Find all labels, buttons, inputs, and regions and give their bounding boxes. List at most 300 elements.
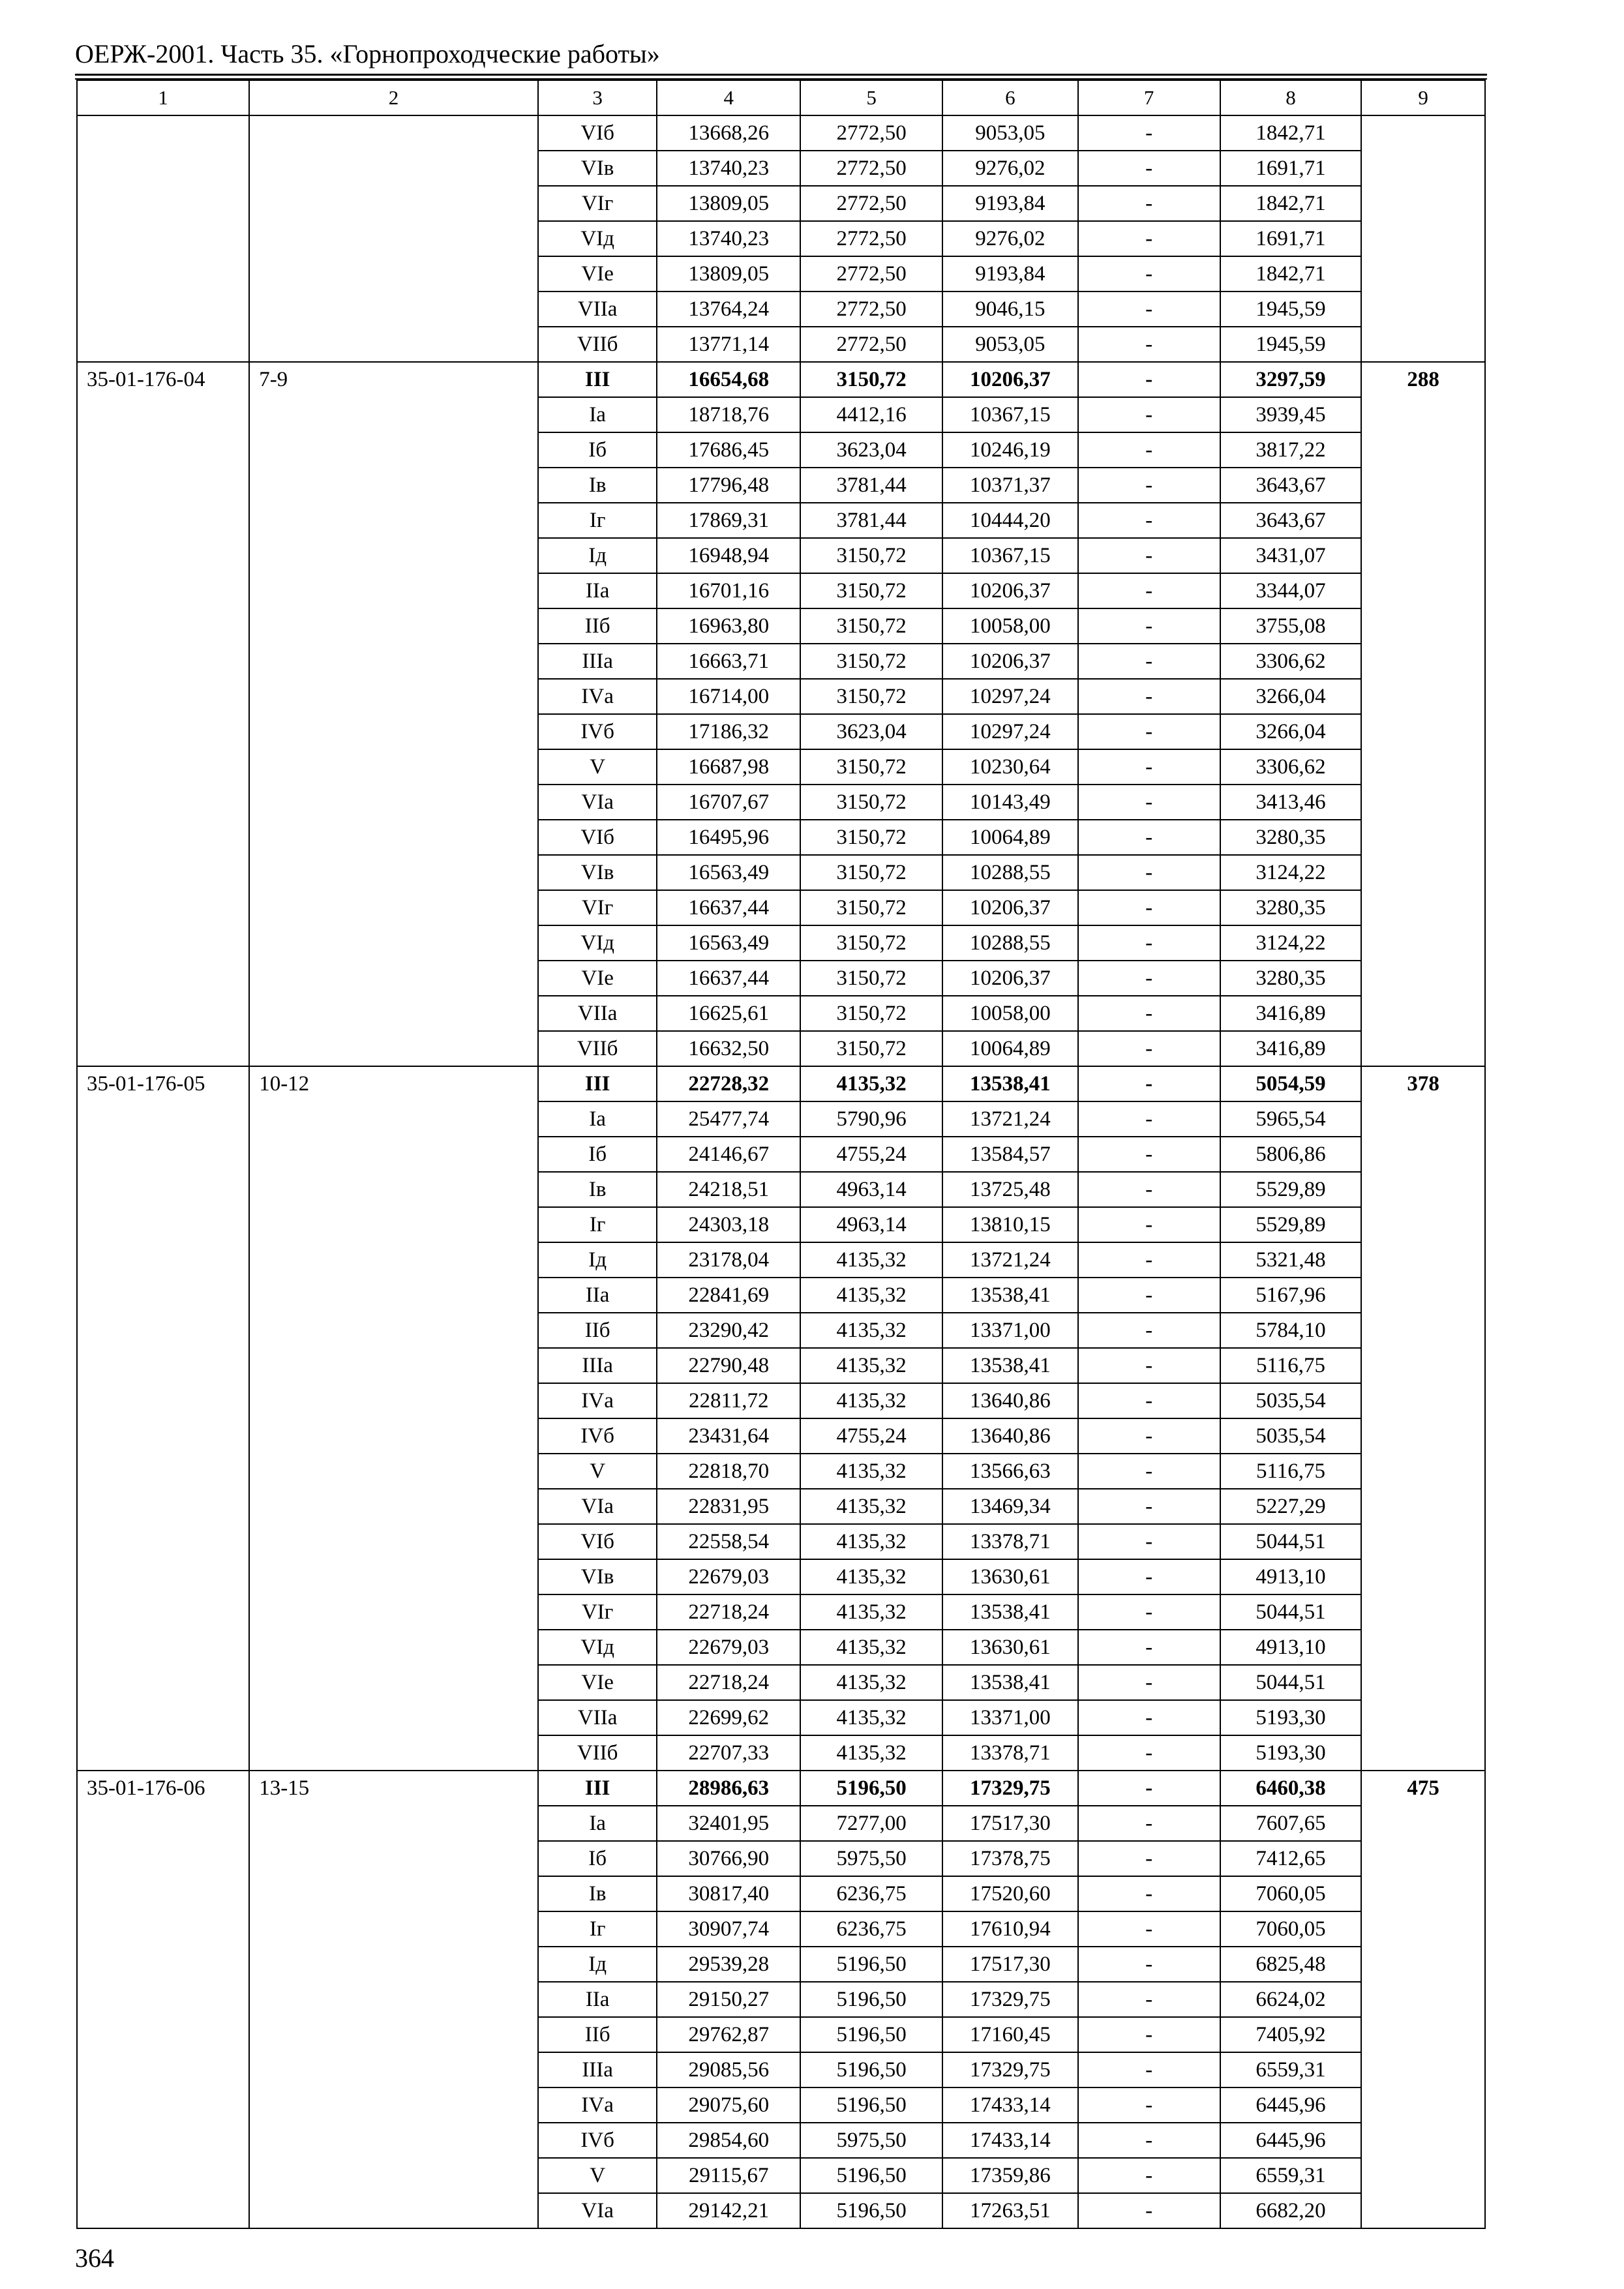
category-cell: IIIа: [538, 1348, 657, 1383]
total-cost-cell: 22811,72: [657, 1383, 800, 1418]
driver-wages-cell: -: [1078, 432, 1220, 468]
materials-cell: 5227,29: [1220, 1489, 1362, 1524]
category-cell: Iб: [538, 1137, 657, 1172]
machines-cell: 10288,55: [942, 925, 1078, 961]
driver-wages-cell: -: [1078, 538, 1220, 573]
category-cell: VIг: [538, 186, 657, 221]
category-cell: IIа: [538, 573, 657, 608]
machines-cell: 17329,75: [942, 2052, 1078, 2087]
table-body: [77, 115, 1485, 2228]
machines-cell: 13469,34: [942, 1489, 1078, 1524]
machines-cell: 10297,24: [942, 679, 1078, 714]
wages-cell: 3150,72: [800, 961, 942, 996]
wages-cell: 3623,04: [800, 432, 942, 468]
wages-cell: 3150,72: [800, 1031, 942, 1066]
category-cell: Iд: [538, 1947, 657, 1982]
total-cost-cell: 22728,32: [657, 1066, 800, 1101]
wages-cell: 4135,32: [800, 1665, 942, 1700]
wages-cell: 2772,50: [800, 221, 942, 256]
total-cost-cell: 24303,18: [657, 1207, 800, 1242]
driver-wages-cell: -: [1078, 503, 1220, 538]
category-cell: VIIб: [538, 1735, 657, 1771]
machines-cell: 9276,02: [942, 151, 1078, 186]
wages-cell: 3150,72: [800, 820, 942, 855]
driver-wages-cell: -: [1078, 961, 1220, 996]
machines-cell: 10143,49: [942, 785, 1078, 820]
materials-cell: 3266,04: [1220, 714, 1362, 749]
category-cell: IVа: [538, 1383, 657, 1418]
labor-cost-cell: 288: [1361, 362, 1485, 1066]
machines-cell: 10371,37: [942, 468, 1078, 503]
driver-wages-cell: -: [1078, 644, 1220, 679]
category-cell: VIIб: [538, 1031, 657, 1066]
wages-cell: 6236,75: [800, 1911, 942, 1947]
total-cost-cell: 13764,24: [657, 292, 800, 327]
wages-cell: 4135,32: [800, 1454, 942, 1489]
wages-cell: 5196,50: [800, 2087, 942, 2123]
category-cell: Iг: [538, 1911, 657, 1947]
total-cost-cell: 16687,98: [657, 749, 800, 785]
machines-cell: 9053,05: [942, 327, 1078, 362]
driver-wages-cell: -: [1078, 1524, 1220, 1559]
machines-cell: 13810,15: [942, 1207, 1078, 1242]
materials-cell: 3280,35: [1220, 890, 1362, 925]
driver-wages-cell: -: [1078, 1841, 1220, 1876]
total-cost-cell: 16707,67: [657, 785, 800, 820]
total-cost-cell: 22679,03: [657, 1559, 800, 1594]
driver-wages-cell: -: [1078, 1806, 1220, 1841]
wages-cell: 2772,50: [800, 327, 942, 362]
machines-cell: 10246,19: [942, 432, 1078, 468]
driver-wages-cell: -: [1078, 714, 1220, 749]
item-range-cell: 10-12: [249, 1066, 538, 1771]
total-cost-cell: 16948,94: [657, 538, 800, 573]
column-header: 5: [800, 80, 942, 115]
total-cost-cell: 22790,48: [657, 1348, 800, 1383]
driver-wages-cell: -: [1078, 362, 1220, 397]
total-cost-cell: 17796,48: [657, 468, 800, 503]
machines-cell: 13725,48: [942, 1172, 1078, 1207]
category-cell: VIб: [538, 820, 657, 855]
materials-cell: 7060,05: [1220, 1876, 1362, 1911]
item-code-cell: 35-01-176-06: [77, 1771, 249, 2228]
machines-cell: 13566,63: [942, 1454, 1078, 1489]
category-cell: VIв: [538, 1559, 657, 1594]
table-row: [77, 362, 1485, 397]
total-cost-cell: 29075,60: [657, 2087, 800, 2123]
category-cell: VIIа: [538, 292, 657, 327]
driver-wages-cell: -: [1078, 2158, 1220, 2193]
category-cell: IIа: [538, 1982, 657, 2017]
category-cell: VIа: [538, 785, 657, 820]
materials-cell: 5529,89: [1220, 1207, 1362, 1242]
materials-cell: 6825,48: [1220, 1947, 1362, 1982]
category-cell: Iд: [538, 1242, 657, 1278]
category-cell: IIб: [538, 1313, 657, 1348]
machines-cell: 17378,75: [942, 1841, 1078, 1876]
category-cell: VIг: [538, 890, 657, 925]
total-cost-cell: 25477,74: [657, 1101, 800, 1137]
machines-cell: 17433,14: [942, 2123, 1078, 2158]
category-cell: V: [538, 749, 657, 785]
total-cost-cell: 30907,74: [657, 1911, 800, 1947]
materials-cell: 3817,22: [1220, 432, 1362, 468]
materials-cell: 3344,07: [1220, 573, 1362, 608]
driver-wages-cell: -: [1078, 1172, 1220, 1207]
wages-cell: 2772,50: [800, 256, 942, 292]
materials-cell: 1691,71: [1220, 151, 1362, 186]
total-cost-cell: 29854,60: [657, 2123, 800, 2158]
wages-cell: 4963,14: [800, 1172, 942, 1207]
driver-wages-cell: -: [1078, 1735, 1220, 1771]
materials-cell: 3939,45: [1220, 397, 1362, 432]
driver-wages-cell: -: [1078, 1066, 1220, 1101]
total-cost-cell: 13740,23: [657, 221, 800, 256]
driver-wages-cell: -: [1078, 996, 1220, 1031]
machines-cell: 17520,60: [942, 1876, 1078, 1911]
driver-wages-cell: -: [1078, 1489, 1220, 1524]
machines-cell: 10230,64: [942, 749, 1078, 785]
column-header: 4: [657, 80, 800, 115]
wages-cell: 4135,32: [800, 1348, 942, 1383]
machines-cell: 13538,41: [942, 1594, 1078, 1630]
total-cost-cell: 22718,24: [657, 1665, 800, 1700]
category-cell: Iа: [538, 1806, 657, 1841]
total-cost-cell: 16963,80: [657, 608, 800, 644]
total-cost-cell: 22558,54: [657, 1524, 800, 1559]
machines-cell: 10064,89: [942, 820, 1078, 855]
machines-cell: 10297,24: [942, 714, 1078, 749]
category-cell: VIе: [538, 961, 657, 996]
machines-cell: 9046,15: [942, 292, 1078, 327]
total-cost-cell: 30817,40: [657, 1876, 800, 1911]
total-cost-cell: 28986,63: [657, 1771, 800, 1806]
wages-cell: 4135,32: [800, 1242, 942, 1278]
column-header: 8: [1220, 80, 1362, 115]
materials-cell: 5321,48: [1220, 1242, 1362, 1278]
total-cost-cell: 16632,50: [657, 1031, 800, 1066]
total-cost-cell: 22679,03: [657, 1630, 800, 1665]
category-cell: Iг: [538, 1207, 657, 1242]
total-cost-cell: 16714,00: [657, 679, 800, 714]
materials-cell: 5806,86: [1220, 1137, 1362, 1172]
driver-wages-cell: -: [1078, 1700, 1220, 1735]
wages-cell: 2772,50: [800, 151, 942, 186]
category-cell: VIа: [538, 1489, 657, 1524]
category-cell: VIб: [538, 1524, 657, 1559]
driver-wages-cell: -: [1078, 2193, 1220, 2228]
wages-cell: 4135,32: [800, 1559, 942, 1594]
driver-wages-cell: -: [1078, 292, 1220, 327]
driver-wages-cell: -: [1078, 1911, 1220, 1947]
machines-cell: 17433,14: [942, 2087, 1078, 2123]
materials-cell: 3643,67: [1220, 468, 1362, 503]
machines-cell: 13721,24: [942, 1242, 1078, 1278]
category-cell: IVб: [538, 714, 657, 749]
total-cost-cell: 16701,16: [657, 573, 800, 608]
column-header: 9: [1361, 80, 1485, 115]
wages-cell: 3150,72: [800, 785, 942, 820]
machines-cell: 13630,61: [942, 1630, 1078, 1665]
total-cost-cell: 29539,28: [657, 1947, 800, 1982]
wages-cell: 3150,72: [800, 362, 942, 397]
category-cell: VIв: [538, 855, 657, 890]
driver-wages-cell: -: [1078, 608, 1220, 644]
machines-cell: 13538,41: [942, 1278, 1078, 1313]
machines-cell: 17160,45: [942, 2017, 1078, 2052]
machines-cell: 13721,24: [942, 1101, 1078, 1137]
wages-cell: 4135,32: [800, 1735, 942, 1771]
total-cost-cell: 17869,31: [657, 503, 800, 538]
materials-cell: 3416,89: [1220, 1031, 1362, 1066]
total-cost-cell: 17186,32: [657, 714, 800, 749]
driver-wages-cell: -: [1078, 1207, 1220, 1242]
wages-cell: 3150,72: [800, 644, 942, 679]
category-cell: Iв: [538, 468, 657, 503]
materials-cell: 3416,89: [1220, 996, 1362, 1031]
machines-cell: 10058,00: [942, 608, 1078, 644]
driver-wages-cell: -: [1078, 1101, 1220, 1137]
materials-cell: 5784,10: [1220, 1313, 1362, 1348]
driver-wages-cell: -: [1078, 1982, 1220, 2017]
labor-cost-cell: 475: [1361, 1771, 1485, 2228]
category-cell: IIб: [538, 2017, 657, 2052]
category-cell: V: [538, 2158, 657, 2193]
category-cell: III: [538, 1066, 657, 1101]
wages-cell: 3781,44: [800, 503, 942, 538]
materials-cell: 3280,35: [1220, 820, 1362, 855]
category-cell: VIг: [538, 1594, 657, 1630]
driver-wages-cell: -: [1078, 1383, 1220, 1418]
wages-cell: 5790,96: [800, 1101, 942, 1137]
materials-cell: 7607,65: [1220, 1806, 1362, 1841]
driver-wages-cell: -: [1078, 1630, 1220, 1665]
header-rule: [75, 74, 1487, 76]
column-header: 3: [538, 80, 657, 115]
machines-cell: 13371,00: [942, 1313, 1078, 1348]
category-cell: Iв: [538, 1172, 657, 1207]
materials-cell: 6624,02: [1220, 1982, 1362, 2017]
driver-wages-cell: -: [1078, 397, 1220, 432]
materials-cell: 7060,05: [1220, 1911, 1362, 1947]
machines-cell: 17517,30: [942, 1806, 1078, 1841]
item-range-cell: 13-15: [249, 1771, 538, 2228]
wages-cell: 5196,50: [800, 1947, 942, 1982]
page-number: 364: [75, 2243, 114, 2273]
wages-cell: 4135,32: [800, 1278, 942, 1313]
wages-cell: 5975,50: [800, 2123, 942, 2158]
machines-cell: 13640,86: [942, 1418, 1078, 1454]
driver-wages-cell: -: [1078, 2017, 1220, 2052]
total-cost-cell: 23178,04: [657, 1242, 800, 1278]
materials-cell: 5035,54: [1220, 1418, 1362, 1454]
driver-wages-cell: -: [1078, 1137, 1220, 1172]
total-cost-cell: 18718,76: [657, 397, 800, 432]
machines-cell: 13378,71: [942, 1735, 1078, 1771]
machines-cell: 13538,41: [942, 1348, 1078, 1383]
total-cost-cell: 23290,42: [657, 1313, 800, 1348]
materials-cell: 3306,62: [1220, 644, 1362, 679]
category-cell: IIIа: [538, 2052, 657, 2087]
wages-cell: 4135,32: [800, 1594, 942, 1630]
item-range-cell: [249, 115, 538, 362]
wages-cell: 6236,75: [800, 1876, 942, 1911]
total-cost-cell: 32401,95: [657, 1806, 800, 1841]
total-cost-cell: 13668,26: [657, 115, 800, 151]
category-cell: Iб: [538, 1841, 657, 1876]
driver-wages-cell: -: [1078, 1876, 1220, 1911]
wages-cell: 3623,04: [800, 714, 942, 749]
materials-cell: 7405,92: [1220, 2017, 1362, 2052]
total-cost-cell: 29085,56: [657, 2052, 800, 2087]
machines-cell: 13584,57: [942, 1137, 1078, 1172]
wages-cell: 3150,72: [800, 573, 942, 608]
wages-cell: 4135,32: [800, 1313, 942, 1348]
driver-wages-cell: -: [1078, 1313, 1220, 1348]
wages-cell: 4135,32: [800, 1630, 942, 1665]
driver-wages-cell: -: [1078, 820, 1220, 855]
driver-wages-cell: -: [1078, 1031, 1220, 1066]
driver-wages-cell: -: [1078, 1771, 1220, 1806]
total-cost-cell: 16654,68: [657, 362, 800, 397]
category-cell: VIIа: [538, 1700, 657, 1735]
wages-cell: 3150,72: [800, 538, 942, 573]
driver-wages-cell: -: [1078, 256, 1220, 292]
total-cost-cell: 22841,69: [657, 1278, 800, 1313]
machines-cell: 17359,86: [942, 2158, 1078, 2193]
item-code-cell: [77, 115, 249, 362]
category-cell: IIб: [538, 608, 657, 644]
column-header: 1: [77, 80, 249, 115]
machines-cell: 17517,30: [942, 1947, 1078, 1982]
machines-cell: 10206,37: [942, 890, 1078, 925]
materials-cell: 4913,10: [1220, 1559, 1362, 1594]
wages-cell: 5196,50: [800, 2193, 942, 2228]
materials-cell: 5193,30: [1220, 1700, 1362, 1735]
machines-cell: 10206,37: [942, 573, 1078, 608]
category-cell: Iд: [538, 538, 657, 573]
table-row: [77, 115, 1485, 151]
category-cell: V: [538, 1454, 657, 1489]
driver-wages-cell: -: [1078, 1278, 1220, 1313]
total-cost-cell: 16625,61: [657, 996, 800, 1031]
materials-cell: 6460,38: [1220, 1771, 1362, 1806]
total-cost-cell: 23431,64: [657, 1418, 800, 1454]
driver-wages-cell: -: [1078, 1418, 1220, 1454]
materials-cell: 7412,65: [1220, 1841, 1362, 1876]
total-cost-cell: 29142,21: [657, 2193, 800, 2228]
materials-cell: 6559,31: [1220, 2052, 1362, 2087]
wages-cell: 4755,24: [800, 1137, 942, 1172]
materials-cell: 5044,51: [1220, 1594, 1362, 1630]
materials-cell: 3431,07: [1220, 538, 1362, 573]
wages-cell: 3150,72: [800, 749, 942, 785]
category-cell: VIд: [538, 221, 657, 256]
materials-cell: 5116,75: [1220, 1454, 1362, 1489]
materials-cell: 3280,35: [1220, 961, 1362, 996]
materials-cell: 4913,10: [1220, 1630, 1362, 1665]
category-cell: IIIа: [538, 644, 657, 679]
materials-cell: 6445,96: [1220, 2123, 1362, 2158]
materials-cell: 3124,22: [1220, 855, 1362, 890]
category-cell: VIIа: [538, 996, 657, 1031]
total-cost-cell: 13740,23: [657, 151, 800, 186]
materials-cell: 1691,71: [1220, 221, 1362, 256]
wages-cell: 4412,16: [800, 397, 942, 432]
total-cost-cell: 22699,62: [657, 1700, 800, 1735]
machines-cell: 17263,51: [942, 2193, 1078, 2228]
materials-cell: 3266,04: [1220, 679, 1362, 714]
category-cell: VIв: [538, 151, 657, 186]
driver-wages-cell: -: [1078, 2123, 1220, 2158]
driver-wages-cell: -: [1078, 1947, 1220, 1982]
wages-cell: 5196,50: [800, 2017, 942, 2052]
materials-cell: 5529,89: [1220, 1172, 1362, 1207]
category-cell: VIд: [538, 1630, 657, 1665]
wages-cell: 4135,32: [800, 1524, 942, 1559]
total-cost-cell: 24218,51: [657, 1172, 800, 1207]
machines-cell: 13378,71: [942, 1524, 1078, 1559]
total-cost-cell: 13809,05: [657, 186, 800, 221]
materials-cell: 1842,71: [1220, 186, 1362, 221]
driver-wages-cell: -: [1078, 890, 1220, 925]
driver-wages-cell: -: [1078, 186, 1220, 221]
total-cost-cell: 30766,90: [657, 1841, 800, 1876]
labor-cost-cell: [1361, 115, 1485, 362]
total-cost-cell: 29150,27: [657, 1982, 800, 2017]
category-cell: Iв: [538, 1876, 657, 1911]
machines-cell: 9193,84: [942, 186, 1078, 221]
wages-cell: 5196,50: [800, 2158, 942, 2193]
machines-cell: 10444,20: [942, 503, 1078, 538]
page-header-title: ОЕРЖ-2001. Часть 35. «Горнопроходческие работы»: [75, 39, 660, 68]
driver-wages-cell: -: [1078, 749, 1220, 785]
price-table: [76, 80, 1486, 2229]
total-cost-cell: 16637,44: [657, 890, 800, 925]
total-cost-cell: 24146,67: [657, 1137, 800, 1172]
category-cell: Iг: [538, 503, 657, 538]
driver-wages-cell: -: [1078, 1665, 1220, 1700]
materials-cell: 3297,59: [1220, 362, 1362, 397]
driver-wages-cell: -: [1078, 785, 1220, 820]
wages-cell: 4135,32: [800, 1383, 942, 1418]
materials-cell: 6682,20: [1220, 2193, 1362, 2228]
materials-cell: 1945,59: [1220, 292, 1362, 327]
wages-cell: 5975,50: [800, 1841, 942, 1876]
wages-cell: 3150,72: [800, 890, 942, 925]
driver-wages-cell: -: [1078, 679, 1220, 714]
wages-cell: 5196,50: [800, 1982, 942, 2017]
driver-wages-cell: -: [1078, 468, 1220, 503]
driver-wages-cell: -: [1078, 2087, 1220, 2123]
materials-cell: 3124,22: [1220, 925, 1362, 961]
machines-cell: 13371,00: [942, 1700, 1078, 1735]
table-row: [77, 1066, 1485, 1101]
category-cell: IVб: [538, 2123, 657, 2158]
category-cell: IVа: [538, 679, 657, 714]
total-cost-cell: 16663,71: [657, 644, 800, 679]
wages-cell: 2772,50: [800, 115, 942, 151]
total-cost-cell: 29115,67: [657, 2158, 800, 2193]
materials-cell: 5167,96: [1220, 1278, 1362, 1313]
machines-cell: 13538,41: [942, 1066, 1078, 1101]
machines-cell: 10367,15: [942, 538, 1078, 573]
driver-wages-cell: -: [1078, 2052, 1220, 2087]
category-cell: Iб: [538, 432, 657, 468]
machines-cell: 9276,02: [942, 221, 1078, 256]
materials-cell: 5193,30: [1220, 1735, 1362, 1771]
materials-cell: 5054,59: [1220, 1066, 1362, 1101]
